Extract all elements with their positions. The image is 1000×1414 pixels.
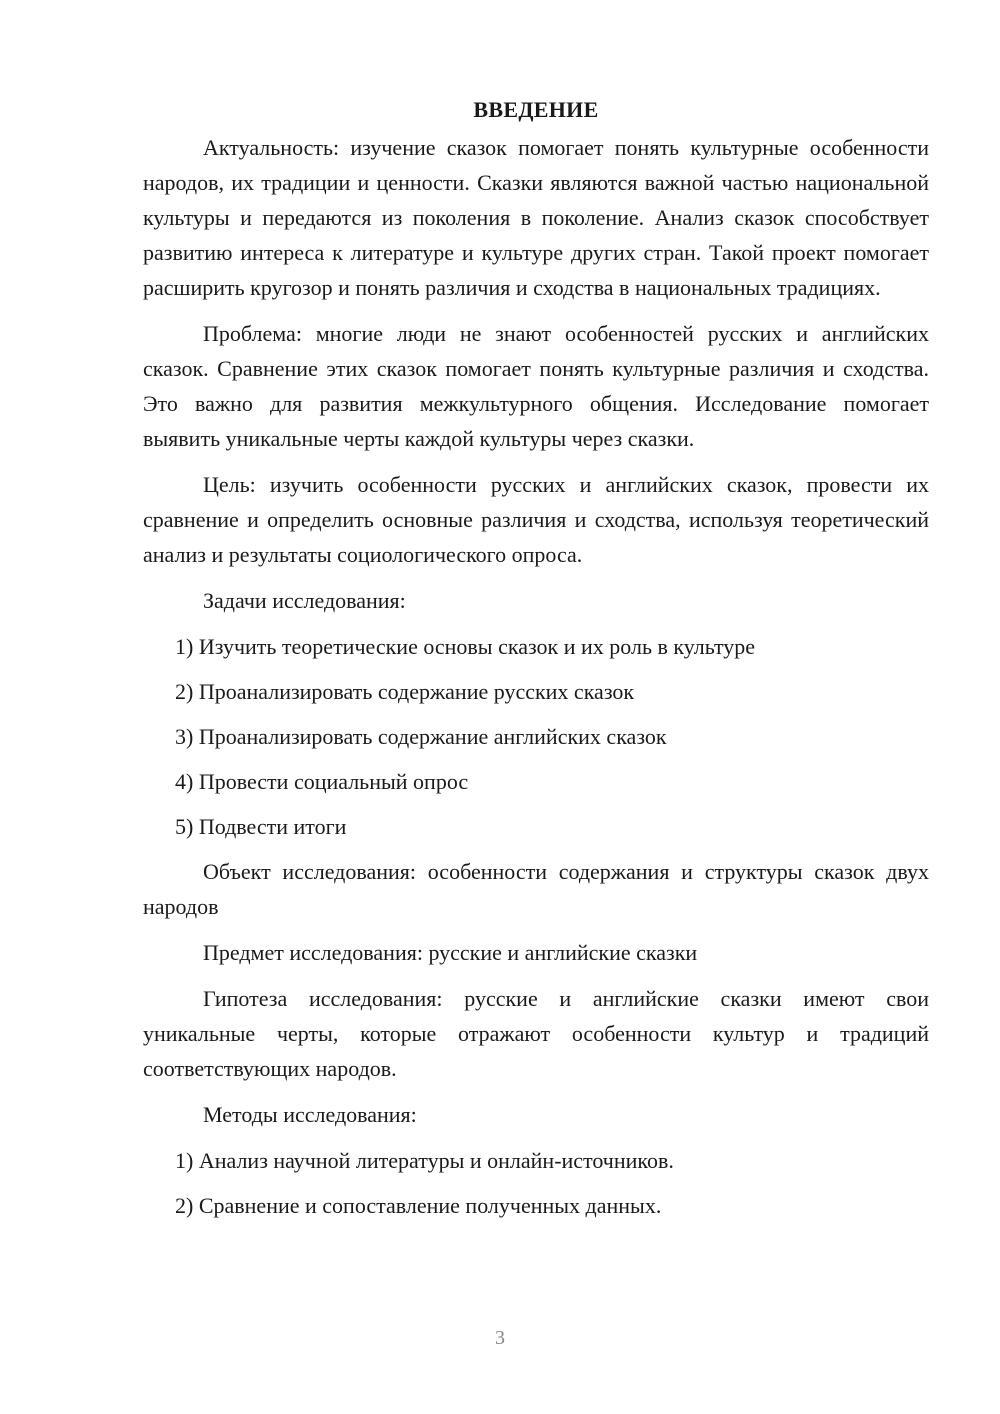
- task-item: 4) Провести социальный опрос: [175, 769, 469, 794]
- page-number: 3: [495, 1327, 505, 1349]
- tasks-list: [143, 629, 929, 844]
- problem-paragraph: Проблема: многие люди не знают особенностей русских и английских сказок. Сравнение этих сказок помогает понять культурные различия и сходства. Это важно для развития межкультурного общения. Исследование помогает выявить уникальные черты каждой культуры через сказки.: [143, 321, 929, 451]
- task-item: 3) Проанализировать содержание английских сказок: [175, 724, 667, 749]
- method-item: 2) Сравнение и сопоставление полученных данных.: [175, 1193, 662, 1218]
- task-item: 2) Проанализировать содержание русских сказок: [175, 679, 635, 704]
- method-item: 1) Анализ научной литературы и онлайн-источников.: [175, 1148, 674, 1173]
- object-paragraph: Объект исследования: особенности содержания и структуры сказок двух народов: [143, 859, 929, 919]
- goal-paragraph: Цель: изучить особенности русских и английских сказок, провести их сравнение и определить основные различия и сходства, используя теоретический анализ и результаты социологического опроса.: [143, 472, 929, 567]
- task-item: 5) Подвести итоги: [175, 814, 347, 839]
- methods-list: [143, 1143, 929, 1223]
- section-title: ВВЕДЕНИЕ: [473, 97, 599, 122]
- task-item: 1) Изучить теоретические основы сказок и их роль в культуре: [175, 634, 756, 659]
- tasks-heading: Задачи исследования:: [203, 588, 406, 613]
- document-page: [143, 92, 929, 1233]
- relevance-paragraph: Актуальность: изучение сказок помогает понять культурные особенности народов, их традиции и ценности. Сказки являются важной частью национальной культуры и передаются из поколения в поколение. Анализ сказок способствует развитию интереса к литературе и культуре других стран. Такой проект помогает расширить кругозор и понять различия и сходства в национальных традициях.: [143, 135, 929, 300]
- methods-heading: Методы исследования:: [203, 1102, 417, 1127]
- subject-paragraph: Предмет исследования: русские и английские сказки: [203, 940, 698, 965]
- hypothesis-paragraph: Гипотеза исследования: русские и английские сказки имеют свои уникальные черты, которые отражают особенности культур и традиций соответствующих народов.: [143, 986, 929, 1081]
